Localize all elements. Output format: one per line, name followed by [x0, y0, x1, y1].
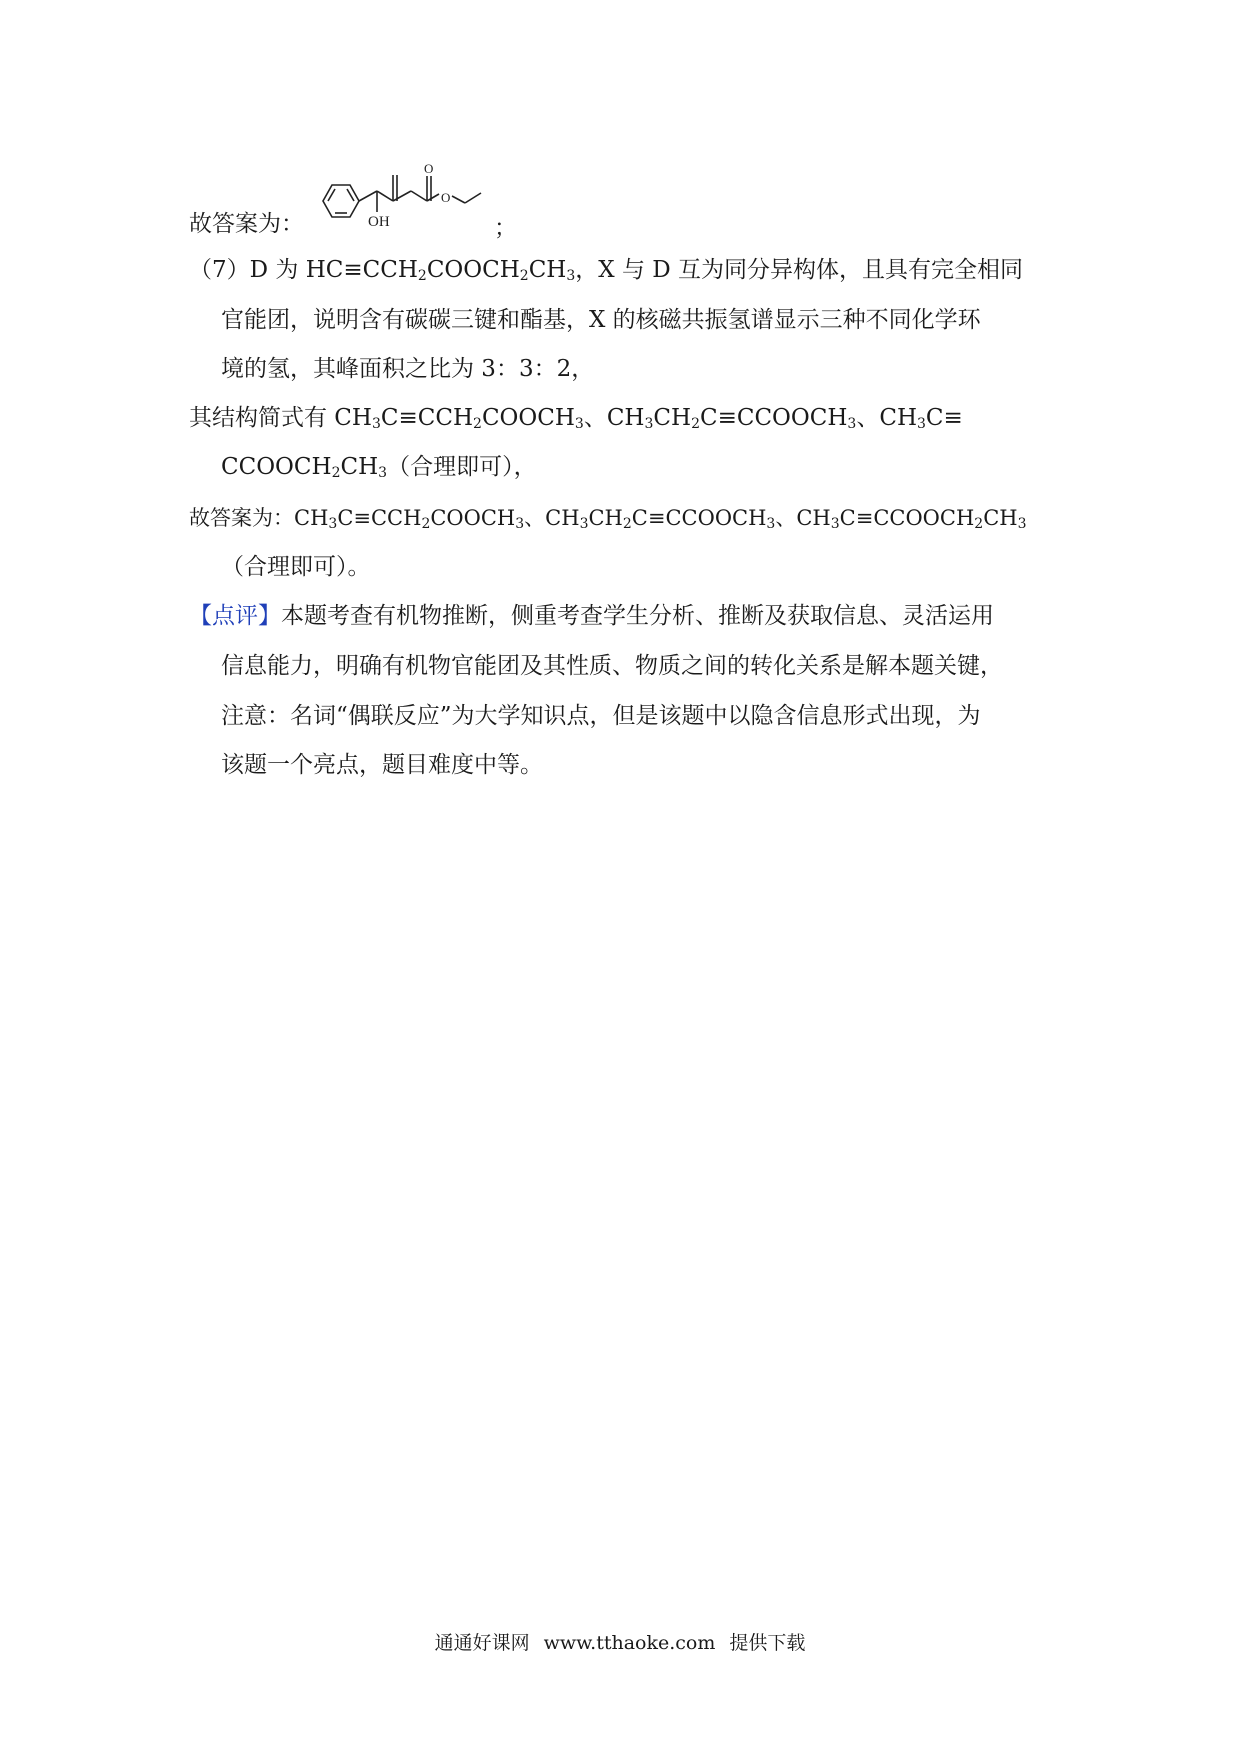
p7-line-2: 官能团，说明含有碳碳三键和酯基，X 的核磁共振氢谱显示三种不同化学环 — [221, 307, 981, 333]
comment-badge: 【点评】 — [189, 603, 281, 629]
chemical-structure — [315, 160, 500, 242]
comment-line-1: 【点评】本题考查有机物推断，侧重考查学生分析、推断及获取信息、灵活运用 — [189, 603, 994, 629]
answer2-line-2: （合理即可）。 — [221, 554, 371, 580]
comment-line-4: 该题一个亮点，题目难度中等。 — [221, 752, 543, 778]
carbonyl-o-label: O — [424, 161, 434, 176]
comment-line-3: 注意：名词“偶联反应”为大学知识点，但是该题中以隐含信息形式出现，为 — [221, 703, 981, 729]
page-footer — [0, 1631, 1240, 1655]
answer2-line-1: 故答案为：$CH_3C\equiv CCH_2COOCH_3$、$CH_3CH_2C\equiv CCOOCH_3$、$CH_3C\equiv CCOOCH_2CH_3$ — [189, 506, 1027, 532]
answer-label — [189, 209, 304, 239]
comment-line-2: 信息能力，明确有机物官能团及其性质、物质之间的转化关系是解本题关键， — [221, 653, 1003, 679]
structures-line-1: 其结构简式有 $CH_3C\equiv CCH_2COOCH_3$、$CH_3CH_2C\equiv CCOOCH_3$、$CH_3C\equiv$ — [189, 405, 963, 432]
structures-line-2: $CCOOCH_2CH_3$（合理即可）， — [221, 454, 537, 481]
answer-suffix: ； — [494, 215, 517, 241]
footer-url: www.tthaoke.com — [543, 1632, 716, 1654]
ester-o-label: O — [441, 190, 451, 205]
answer-prefix: 故答案为： — [189, 211, 304, 237]
hydroxyl-label: OH — [368, 214, 390, 230]
p7-line-3: 境的氢，其峰面积之比为 3：3：2， — [221, 356, 595, 382]
footer-tail: 提供下载 — [729, 1632, 806, 1654]
p7-line-1: （7）D 为 $HC\equiv CCH_2COOCH_2CH_3$，X 与 D 互为同分异构体，且具有完全相同 — [189, 257, 1024, 284]
footer-site-name: 通通好课网 — [434, 1632, 530, 1654]
